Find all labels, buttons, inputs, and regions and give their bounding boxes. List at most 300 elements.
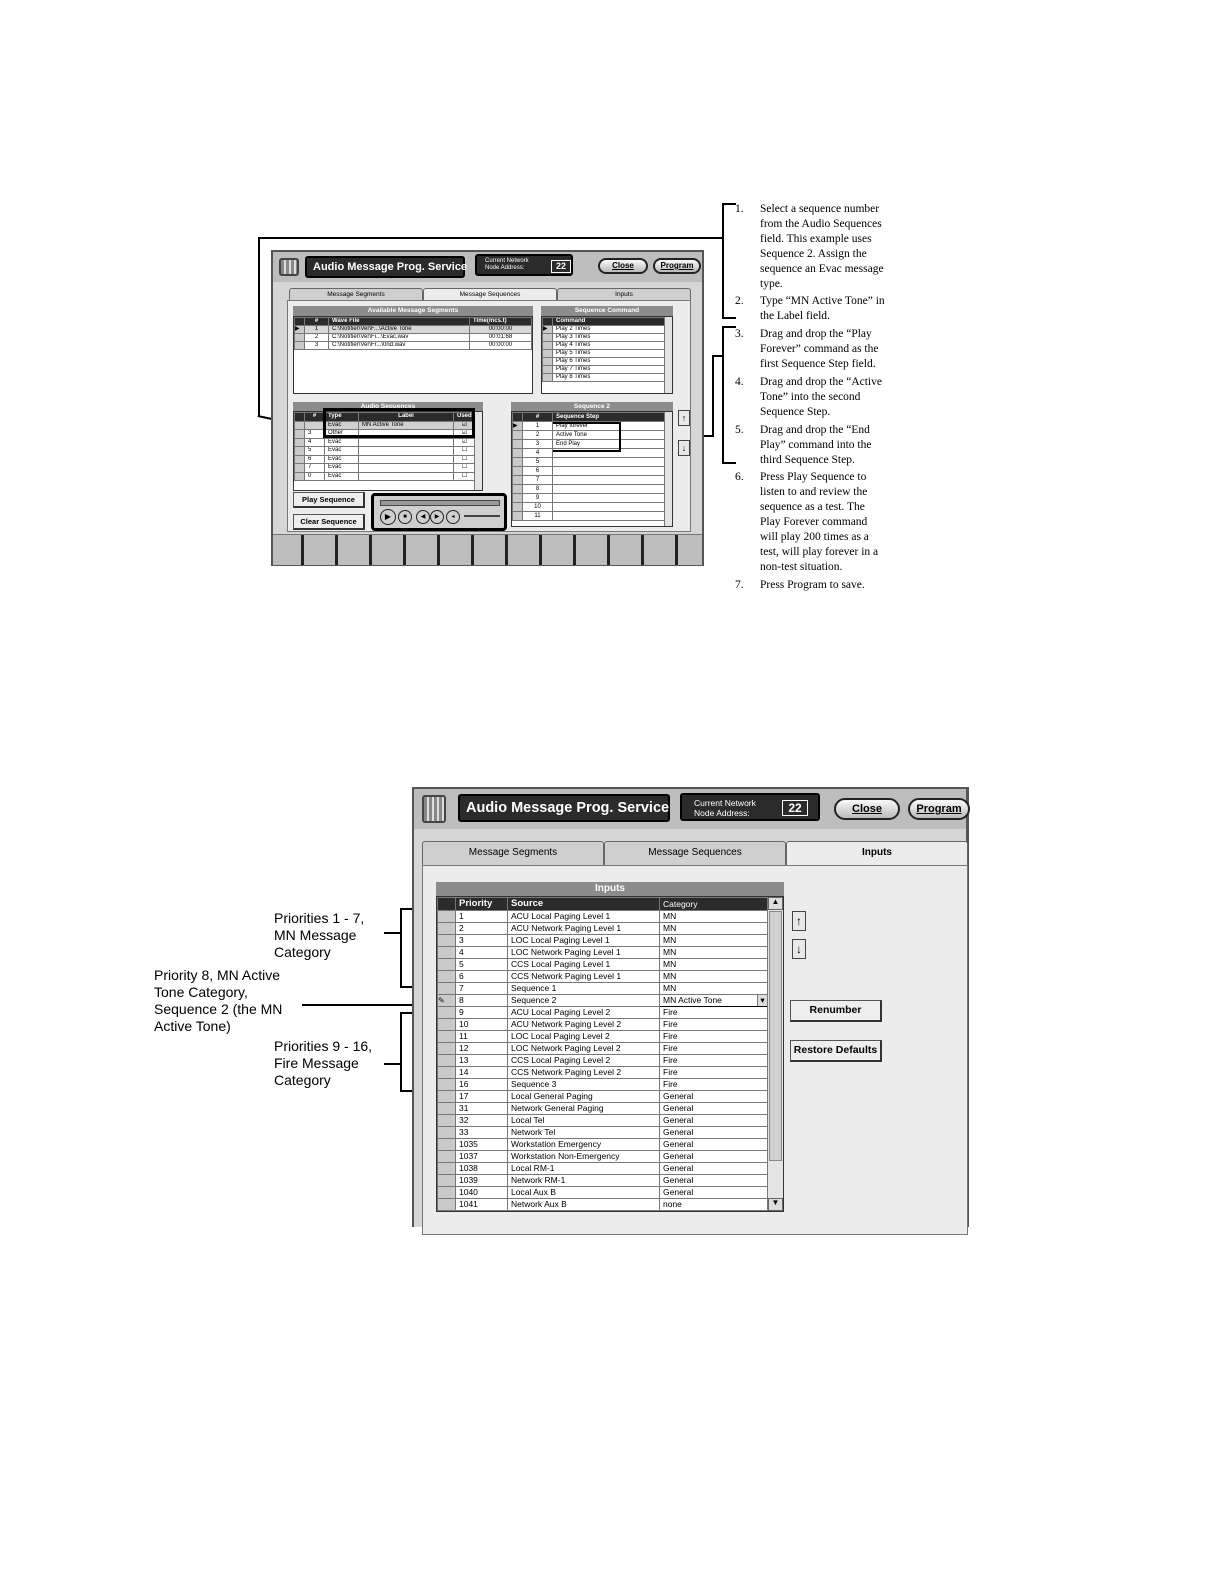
step-number: 1.: [735, 203, 744, 215]
segment-wave-file: C:\Notifier\Ver\F...\Active Tone: [329, 326, 470, 334]
table-row[interactable]: [438, 1175, 769, 1187]
category-cell: MN: [660, 935, 769, 947]
seq-type[interactable]: Evac: [325, 421, 359, 430]
priority-cell: 17: [456, 1091, 508, 1103]
priority-cell: 14: [456, 1067, 508, 1079]
tab-inputs[interactable]: Inputs: [557, 288, 691, 300]
command-item[interactable]: [543, 350, 666, 358]
source-cell: LOC Network Paging Level 2: [508, 1043, 660, 1055]
col-header-source: Source: [508, 898, 660, 911]
row-selector[interactable]: [438, 1043, 456, 1055]
row-selector[interactable]: [438, 1139, 456, 1151]
seq-label[interactable]: [359, 447, 454, 456]
audio-sequences-caption: Audio Sequences: [293, 402, 483, 411]
seq-number: 5: [305, 447, 325, 456]
row-pointer-icon: ▶: [513, 422, 523, 431]
seq-type[interactable]: Evac: [325, 455, 359, 464]
segment-number: 1: [305, 326, 329, 334]
tab-inputs[interactable]: Inputs: [786, 841, 968, 865]
source-cell: Workstation Emergency: [508, 1139, 660, 1151]
segment-number: 3: [305, 342, 329, 350]
callout-bracket-top: [722, 203, 724, 319]
category-cell: MN: [660, 983, 769, 995]
program-button[interactable]: Program: [653, 258, 701, 274]
move-up-button[interactable]: ↑: [792, 911, 806, 931]
used-checkbox[interactable]: ☐: [454, 447, 476, 456]
seq-label[interactable]: [359, 455, 454, 464]
table-row[interactable]: [438, 1163, 769, 1175]
step-text: Type “MN Active Tone” in the Label field.: [760, 295, 885, 322]
used-checkbox[interactable]: ☑: [454, 438, 476, 447]
row-selector[interactable]: [438, 935, 456, 947]
rewind-icon[interactable]: ◀: [416, 510, 430, 524]
row-selector[interactable]: [438, 971, 456, 983]
binder-coil-decoration: [273, 534, 702, 565]
seq-number: 4: [305, 438, 325, 447]
command-item[interactable]: [543, 334, 666, 342]
category-cell: General: [660, 1115, 769, 1127]
step-label: Play forever: [553, 422, 666, 431]
segments-header-row: [295, 318, 532, 326]
table-row[interactable]: [438, 959, 769, 971]
step-number: 8: [523, 485, 553, 494]
col-header-label: Label: [359, 413, 454, 422]
category-cell: MN: [660, 911, 769, 923]
source-cell: ACU Network Paging Level 2: [508, 1019, 660, 1031]
command-item[interactable]: [543, 358, 666, 366]
step-number: 1: [523, 422, 553, 431]
program-button[interactable]: Program: [908, 798, 970, 820]
player-progress-track[interactable]: [380, 500, 500, 506]
command-label: Play 8 Times: [553, 374, 666, 382]
node-address-label-line: Node Address:: [694, 808, 750, 818]
col-header-priority: Priority: [456, 898, 508, 911]
steps-bracket: [553, 422, 621, 452]
row-selector[interactable]: [438, 1067, 456, 1079]
steps-scrollbar[interactable]: [664, 412, 672, 526]
forward-icon[interactable]: ▶: [430, 510, 444, 524]
category-cell: none: [660, 1199, 769, 1211]
category-cell: General: [660, 1175, 769, 1187]
step-number: 4: [523, 449, 553, 458]
seq-type[interactable]: Evac: [325, 447, 359, 456]
category-cell: MN: [660, 971, 769, 983]
step-number: 4.: [735, 376, 744, 388]
row-selector[interactable]: [438, 1031, 456, 1043]
row-selector[interactable]: [438, 1079, 456, 1091]
used-checkbox[interactable]: ☐: [454, 455, 476, 464]
table-row[interactable]: [438, 1019, 769, 1031]
play-icon[interactable]: ▶: [380, 509, 396, 525]
sequence-2-caption: Sequence 2: [511, 402, 673, 411]
step-label: [553, 503, 666, 512]
seq-number: 7: [305, 464, 325, 473]
table-row[interactable]: [438, 995, 769, 1007]
audio-sequence-row[interactable]: [295, 472, 476, 481]
table-row[interactable]: [438, 1091, 769, 1103]
used-checkbox[interactable]: ☐: [454, 464, 476, 473]
seq-number: 6: [305, 455, 325, 464]
used-checkbox[interactable]: ☑: [454, 430, 476, 439]
category-cell: Fire: [660, 1031, 769, 1043]
priority-cell: 31: [456, 1103, 508, 1115]
step-number: 2.: [735, 295, 744, 307]
tab-message-sequences[interactable]: Message Sequences: [423, 288, 557, 300]
tab-message-sequences[interactable]: Message Sequences: [604, 841, 786, 865]
source-cell: LOC Network Paging Level 1: [508, 947, 660, 959]
move-up-button[interactable]: ↑: [678, 410, 690, 426]
source-cell: Local RM-1: [508, 1163, 660, 1175]
source-cell: CCS Network Paging Level 1: [508, 971, 660, 983]
sequence-step-row[interactable]: [513, 503, 666, 512]
table-row[interactable]: [438, 1007, 769, 1019]
source-cell: ACU Local Paging Level 1: [508, 911, 660, 923]
category-dropdown[interactable]: [660, 995, 769, 1007]
table-row[interactable]: [438, 935, 769, 947]
priority-cell: 1041: [456, 1199, 508, 1211]
priority-cell: 12: [456, 1043, 508, 1055]
row-selector[interactable]: [438, 1175, 456, 1187]
callout-line: MN Message: [274, 927, 357, 943]
used-checkbox[interactable]: ☐: [454, 472, 476, 481]
seq-number: [305, 421, 325, 430]
step-number: 5.: [735, 424, 744, 436]
source-cell: Sequence 2: [508, 995, 660, 1007]
source-cell: CCS Local Paging Level 1: [508, 959, 660, 971]
callout-priorities-1-7: [274, 910, 364, 961]
table-row[interactable]: [438, 911, 769, 923]
col-header-used: Used: [454, 413, 476, 422]
step-number: 6: [523, 467, 553, 476]
row-pointer-icon: ▶: [295, 326, 305, 334]
audio-sequences-scrollbar[interactable]: [474, 412, 482, 490]
stop-icon[interactable]: ■: [398, 510, 412, 524]
table-row[interactable]: [438, 1079, 769, 1091]
command-item[interactable]: [543, 342, 666, 350]
command-label: Play 2 Times: [553, 326, 666, 334]
table-row[interactable]: [438, 1055, 769, 1067]
callout-line-h1: [258, 237, 724, 239]
seq-label[interactable]: [359, 438, 454, 447]
seq-type[interactable]: Other: [325, 430, 359, 439]
category-cell: MN: [660, 959, 769, 971]
available-segments-caption: Available Message Segments: [293, 306, 533, 316]
step-number: 3.: [735, 328, 744, 340]
source-cell: Sequence 1: [508, 983, 660, 995]
seq-number: 0: [305, 472, 325, 481]
step-label: [553, 467, 666, 476]
category-cell: General: [660, 1103, 769, 1115]
source-cell: LOC Local Paging Level 2: [508, 1031, 660, 1043]
callout-line-v1: [258, 237, 260, 417]
media-player: [371, 493, 507, 531]
move-down-button[interactable]: ↓: [792, 939, 806, 959]
step-number: 11: [523, 512, 553, 521]
callout-line: Category: [274, 1072, 331, 1088]
table-row[interactable]: [438, 1199, 769, 1211]
seq-type[interactable]: Evac: [325, 472, 359, 481]
callout-line: Category: [274, 944, 331, 960]
priority-cell: 1038: [456, 1163, 508, 1175]
priority-cell: 11: [456, 1031, 508, 1043]
bracket-9-16-vertical: [400, 1012, 402, 1092]
inputs-caption: Inputs: [436, 882, 784, 896]
segment-wave-file: C:\Notifier\Ver\Fi...\Evac.wav: [329, 334, 470, 342]
command-scrollbar[interactable]: [664, 317, 672, 393]
step-number: 7.: [735, 579, 744, 591]
volume-icon[interactable]: ◂: [446, 510, 460, 524]
step-text: Drag and drop the “End Play” command into the third Sequence Step.: [760, 424, 872, 466]
sequence-step-row[interactable]: [513, 485, 666, 494]
row-selector[interactable]: [438, 1187, 456, 1199]
priority-cell: 32: [456, 1115, 508, 1127]
edit-pencil-icon[interactable]: ✎: [438, 995, 456, 1007]
command-label: Play 7 Times: [553, 366, 666, 374]
category-value: MN Active Tone: [663, 995, 722, 1005]
table-row[interactable]: [438, 947, 769, 959]
node-address-label: [694, 798, 756, 818]
table-row[interactable]: [438, 1031, 769, 1043]
row-selector[interactable]: [438, 1115, 456, 1127]
table-row[interactable]: [438, 1127, 769, 1139]
table-row[interactable]: [438, 1115, 769, 1127]
audio-sequence-row[interactable]: [295, 455, 476, 464]
row-selector[interactable]: [438, 983, 456, 995]
clear-sequence-button[interactable]: Clear Sequence: [293, 514, 365, 530]
audio-sequence-highlight-box: [323, 408, 475, 438]
command-label: Play 6 Times: [553, 358, 666, 366]
step-number: 10: [523, 503, 553, 512]
command-label: Play 4 Times: [553, 342, 666, 350]
callout-line: Fire Message: [274, 1055, 359, 1071]
scroll-down-icon[interactable]: ▼: [768, 1198, 783, 1211]
segment-time: 00:01:68: [470, 334, 532, 342]
step-number: 5: [523, 458, 553, 467]
row-selector[interactable]: [438, 1103, 456, 1115]
callout-priority-8: [154, 967, 282, 1035]
seq-label[interactable]: [359, 472, 454, 481]
sequence-step-row[interactable]: [513, 467, 666, 476]
priority-cell: 2: [456, 923, 508, 935]
sequence-step-row[interactable]: [513, 458, 666, 467]
used-checkbox[interactable]: ☑: [454, 421, 476, 430]
source-cell: CCS Network Paging Level 2: [508, 1067, 660, 1079]
inputs-scrollbar[interactable]: [767, 897, 783, 1211]
priority-cell: 10: [456, 1019, 508, 1031]
step-label: [553, 485, 666, 494]
row-selector[interactable]: [438, 1199, 456, 1211]
available-segments-grid: [293, 316, 533, 394]
command-item[interactable]: [543, 366, 666, 374]
sequence-step-row[interactable]: [513, 512, 666, 521]
step-label: [553, 476, 666, 485]
node-address-value[interactable]: 22: [551, 260, 571, 273]
row-selector[interactable]: [438, 923, 456, 935]
row-selector[interactable]: [438, 1163, 456, 1175]
row-selector[interactable]: [438, 911, 456, 923]
category-cell: General: [660, 1151, 769, 1163]
priority-cell: 9: [456, 1007, 508, 1019]
row-selector[interactable]: [438, 1055, 456, 1067]
step-number: 6.: [735, 471, 744, 483]
table-row[interactable]: [438, 971, 769, 983]
step-text: Press Play Sequence to listen to and review the sequence as a test. The Play Forever command will play 200 times as a test, will play forever in a non-test situation.: [760, 471, 879, 573]
callout-line: Priorities 9 - 16,: [274, 1038, 373, 1054]
close-button[interactable]: Close: [834, 798, 900, 820]
table-row[interactable]: [295, 342, 532, 350]
scroll-thumb[interactable]: [769, 911, 782, 1161]
window-title: Audio Message Prog. Service: [305, 256, 465, 278]
category-cell: Fire: [660, 1019, 769, 1031]
callout-bracket-top-cap: [722, 203, 736, 205]
command-item[interactable]: [543, 374, 666, 382]
row-selector[interactable]: [438, 1151, 456, 1163]
row-selector[interactable]: [438, 947, 456, 959]
row-selector[interactable]: [438, 959, 456, 971]
priority-cell: 1037: [456, 1151, 508, 1163]
seq-label[interactable]: [359, 464, 454, 473]
category-cell: MN: [660, 923, 769, 935]
renumber-button[interactable]: Renumber: [790, 1000, 882, 1022]
sequence-step-row[interactable]: [513, 494, 666, 503]
category-cell: General: [660, 1163, 769, 1175]
priority-cell: 5: [456, 959, 508, 971]
table-row[interactable]: [438, 1067, 769, 1079]
table-row[interactable]: [438, 1103, 769, 1115]
app-logo-icon: [422, 795, 446, 823]
scroll-up-icon[interactable]: ▲: [768, 897, 783, 910]
table-row[interactable]: [438, 923, 769, 935]
col-header-number: #: [305, 413, 325, 422]
callout-bracket-mid-cap: [722, 326, 736, 328]
col-header-time: Time(mcs.t): [470, 318, 532, 326]
priority-cell: 1039: [456, 1175, 508, 1187]
step-text: Drag and drop the “Active Tone” into the second Sequence Step.: [760, 376, 882, 418]
callout-bracket-top-cap-bottom: [722, 317, 736, 319]
restore-defaults-button[interactable]: Restore Defaults: [790, 1040, 882, 1062]
step-number: 2: [523, 431, 553, 440]
category-cell: Fire: [660, 1007, 769, 1019]
col-header-command: Command: [553, 318, 666, 326]
category-cell: General: [660, 1127, 769, 1139]
row-selector[interactable]: [438, 1127, 456, 1139]
priority-cell: 16: [456, 1079, 508, 1091]
seq-type[interactable]: Evac: [325, 438, 359, 447]
tab-message-segments[interactable]: Message Segments: [422, 841, 604, 865]
segment-wave-file: C:\Notifier\Ver\Fr...\0nd.wav: [329, 342, 470, 350]
move-down-button[interactable]: ↓: [678, 440, 690, 456]
priority-cell: 1035: [456, 1139, 508, 1151]
step-label: End Play: [553, 440, 666, 449]
inputs-header-row: [438, 898, 769, 911]
sequence-command-caption: Sequence Command: [541, 306, 673, 316]
row-selector[interactable]: [438, 1019, 456, 1031]
window-title: Audio Message Prog. Service: [458, 794, 670, 822]
table-row[interactable]: [438, 1151, 769, 1163]
priority-cell: 8: [456, 995, 508, 1007]
tab-message-segments[interactable]: Message Segments: [289, 288, 423, 300]
row-selector[interactable]: [438, 1091, 456, 1103]
inputs-grid: [436, 896, 784, 1212]
col-header-number: #: [305, 318, 329, 326]
step-number: 3: [523, 440, 553, 449]
source-cell: ACU Local Paging Level 2: [508, 1007, 660, 1019]
node-address-box: [475, 254, 573, 276]
source-cell: ACU Network Paging Level 1: [508, 923, 660, 935]
table-row[interactable]: [295, 334, 532, 342]
audio-sequence-row[interactable]: [295, 447, 476, 456]
command-label: Play 5 Times: [553, 350, 666, 358]
node-address-value[interactable]: 22: [782, 800, 808, 816]
bracket-1-7-vertical: [400, 908, 402, 988]
priority-cell: 7: [456, 983, 508, 995]
audio-sequence-row[interactable]: [295, 464, 476, 473]
callout-line-v2: [712, 355, 714, 437]
col-header-sequence-step: Sequence Step: [553, 413, 666, 422]
source-cell: LOC Local Paging Level 1: [508, 935, 660, 947]
callout-priorities-9-16: [274, 1038, 372, 1089]
audio-app-window-1: [271, 250, 704, 566]
priority-cell: 33: [456, 1127, 508, 1139]
step-text: Drag and drop the “Play Forever” command as the first Sequence Step field.: [760, 328, 879, 370]
col-header-category: Category: [660, 898, 769, 911]
table-row[interactable]: [438, 1187, 769, 1199]
seq-label[interactable]: MN Active Tone: [359, 421, 454, 430]
seq-type[interactable]: Evac: [325, 464, 359, 473]
step-label: [553, 494, 666, 503]
audio-app-window-2: [412, 787, 969, 1227]
volume-slider[interactable]: [464, 515, 500, 517]
source-cell: Local Aux B: [508, 1187, 660, 1199]
segment-number: 2: [305, 334, 329, 342]
table-row[interactable]: [438, 1043, 769, 1055]
table-row[interactable]: [295, 326, 532, 334]
category-cell: Fire: [660, 1055, 769, 1067]
col-header-type: Type: [325, 413, 359, 422]
source-cell: Network General Paging: [508, 1103, 660, 1115]
priority-cell: 1: [456, 911, 508, 923]
source-cell: Local Tel: [508, 1115, 660, 1127]
source-cell: Local General Paging: [508, 1091, 660, 1103]
play-sequence-button[interactable]: Play Sequence: [293, 492, 365, 508]
source-cell: Workstation Non-Emergency: [508, 1151, 660, 1163]
command-item[interactable]: [543, 326, 666, 334]
chevron-down-icon[interactable]: ▾: [757, 995, 767, 1006]
callout-line: Sequence 2 (the MN: [154, 1001, 283, 1017]
step-label: [553, 458, 666, 467]
source-cell: Network Tel: [508, 1127, 660, 1139]
step-number: 7: [523, 476, 553, 485]
table-row[interactable]: [438, 983, 769, 995]
sequence-step-row[interactable]: [513, 476, 666, 485]
row-pointer-icon: ▶: [543, 326, 553, 334]
category-cell: Fire: [660, 1043, 769, 1055]
callout-line: Priorities 1 - 7,: [274, 910, 365, 926]
table-row[interactable]: [438, 1139, 769, 1151]
step-text: Press Program to save.: [760, 579, 865, 591]
segment-time: 00:00:00: [470, 326, 532, 334]
priority-cell: 4: [456, 947, 508, 959]
callout-line: Priority 8, MN Active: [154, 967, 281, 983]
audio-sequence-row[interactable]: [295, 438, 476, 447]
segment-time: 00:00:00: [470, 342, 532, 350]
close-button[interactable]: Close: [598, 258, 648, 274]
app-logo-icon: [279, 258, 299, 276]
row-selector[interactable]: [438, 1007, 456, 1019]
callout-bracket-mid: [722, 326, 724, 464]
category-cell: General: [660, 1091, 769, 1103]
callout-line: Active Tone): [154, 1018, 231, 1034]
